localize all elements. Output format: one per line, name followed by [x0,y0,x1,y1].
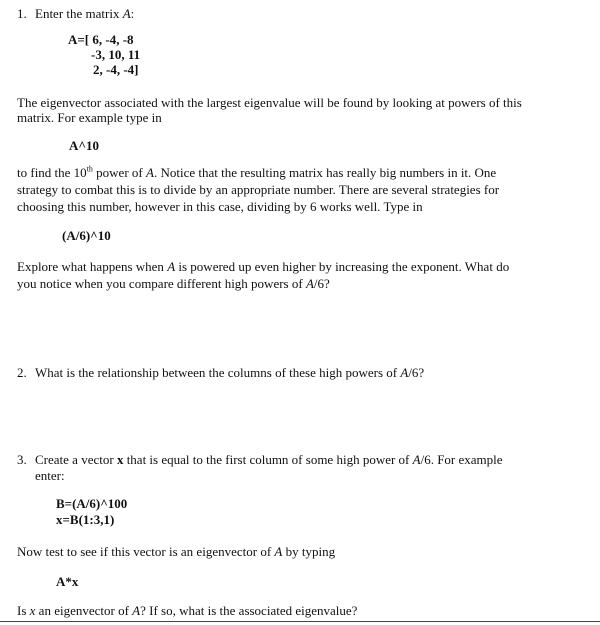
command-a-times-x: A*x [56,574,79,589]
command-b-assignment: B=(A/6)^100 [56,496,128,511]
q1-para2-line3: choosing this number, however in this case, dividing by 6 works well. Type in [17,199,423,214]
q1-intro: Enter the matrix A: [35,6,135,21]
bottom-rule [0,621,600,622]
command-x-assignment: x=B(1:3,1) [56,512,115,527]
q2-text: What is the relationship between the columns of these high powers of A/6? [35,365,425,380]
q1-para2-line1: to find the 10th power of A. Notice that the resulting matrix has really big numbers in it. One [17,164,497,180]
matrix-row-3: 2, -4, -4] [93,62,139,77]
q1-para3-line1: Explore what happens when A is powered up even higher by increasing the exponent. What do [17,259,510,274]
q1-para1-line2: matrix. For example type in [17,110,162,125]
q1-para1-line1: The eigenvector associated with the largest eigenvalue will be found by looking at powers of this [17,95,522,110]
command-a-power-10: A^10 [69,138,99,153]
matrix-row-1: A=[ 6, -4, -8 [68,32,134,47]
matrix-row-2: -3, 10, 11 [91,47,141,62]
q2-number: 2. [17,365,27,380]
q3-line2: enter: [35,468,65,483]
q1-number: 1. [17,6,27,21]
command-scaled-power-10: (A/6)^10 [62,228,111,243]
q3-line1: Create a vector x that is equal to the first column of some high power of A/6. For example [35,452,503,467]
q1-para2-line2: strategy to combat this is to divide by an appropriate number. There are several strategies for [17,182,500,197]
q3-number: 3. [17,452,27,467]
q3-final-question: Is x an eigenvector of A? If so, what is the associated eigenvalue? [17,603,358,618]
q1-para3-line2: you notice when you compare different high powers of A/6? [17,276,330,291]
q3-test-line: Now test to see if this vector is an eigenvector of A by typing [17,544,336,559]
